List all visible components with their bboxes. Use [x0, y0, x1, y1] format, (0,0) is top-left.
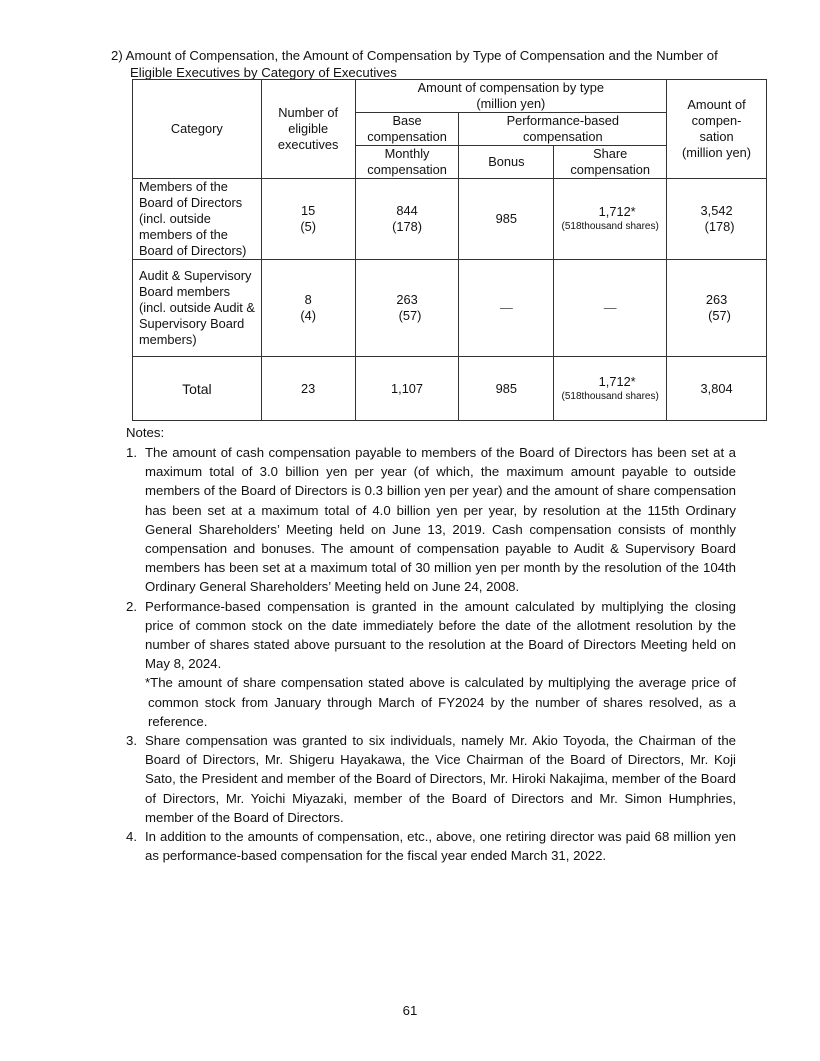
header-monthly: Monthly compensation: [355, 146, 459, 179]
compensation-table: [132, 79, 767, 421]
header-share: Share compensation: [554, 146, 667, 179]
header-total-amount-title: Amount of compen-sation: [687, 97, 746, 144]
row-bonus: —: [459, 260, 554, 357]
total-share-value: 1,712*: [598, 373, 636, 389]
row-monthly-value: 844: [396, 203, 418, 218]
row-monthly: [355, 260, 459, 357]
note-text: Share compensation was granted to six individuals, namely Mr. Akio Toyoda, the Chairman of the Board of Directors, Mr. Shigeru Hayakawa, the Vice Chairman of the Board of Directors, Mr. Koji Sato, the President and member of the Board of Directors, Mr. Hiroki Nakajima, member of the Board of Directors, Mr. Yoichi Miyazaki, member of the Board of Directors and Mr. Simon Humphries, member of the Board of Directors.: [145, 733, 736, 825]
row-share: —: [554, 260, 667, 357]
row-total: [667, 260, 767, 357]
row-total-value: 263: [705, 292, 728, 307]
section-heading-line2: Eligible Executives by Category of Executives: [130, 65, 397, 80]
row-monthly-outside: (57): [398, 308, 422, 323]
row-total: [667, 179, 767, 260]
row-total-outside: (57): [708, 308, 731, 323]
total-eligible: 23: [261, 357, 355, 421]
note-text: Performance-based compensation is granted in the amount calculated by multiplying the closing price of common stock on the date immediately before the date of the allotment resolution by the number of shares stated above pursuant to the resolution at the Board of Directors Meeting held on May 8, 2024.: [145, 598, 736, 672]
table-total-row: [133, 357, 767, 421]
row-eligible: [261, 260, 355, 357]
section-heading-line1: 2) Amount of Compensation, the Amount of Compensation by Type of Compensation and the Number of: [111, 48, 718, 63]
total-amount: 3,804: [667, 357, 767, 421]
row-share-note: (518thousand shares): [561, 221, 659, 232]
note-sub-text: *The amount of share compensation stated above is calculated by multiplying the average price of common stock from January through March of FY2024 by the number of shares resolved, as a reference.: [145, 675, 736, 729]
row-eligible-value: 8: [304, 292, 312, 307]
note-text: In addition to the amounts of compensation, etc., above, one retiring director was paid 68 million yen as performance-based compensation for the fiscal year ended March 31, 2022.: [145, 829, 736, 864]
total-bonus: 985: [459, 357, 554, 421]
header-performance: [459, 113, 667, 146]
note-item: [126, 731, 736, 827]
row-monthly-outside: (178): [392, 219, 422, 234]
section-heading: [111, 47, 771, 81]
row-total-value: 3,542: [700, 203, 733, 218]
note-text: The amount of cash compensation payable to members of the Board of Directors has been set at a maximum total of 3.0 billion yen per year (of which, the maximum amount payable to outside members of the Board of Directors is 0.3 billion yen per year) and the amount of share compensation has been set at a maximum total of 4.0 billion yen per year, by resolution at the 115th Ordinary General Shareholders’ Meeting held on June 13, 2019. Cash compensation consists of monthly compensation and bonuses. The amount of compensation payable to Audit & Supervisory Board members has been set at a maximum total of 30 million yen per month by the resolution of the 104th Ordinary General Shareholders’ Meeting held on June 24, 2008.: [145, 445, 736, 595]
row-category: Audit & Supervisory Board members (incl. outside Audit & Supervisory Board members): [133, 260, 262, 357]
row-eligible: [261, 179, 355, 260]
header-base: Base compensation: [355, 113, 459, 146]
row-share: [554, 179, 667, 260]
row-eligible-outside: (5): [300, 219, 316, 234]
notes-list: [126, 443, 736, 865]
row-eligible-value: 15: [301, 203, 316, 218]
total-label: Total: [133, 357, 262, 421]
row-bonus: 985: [459, 179, 554, 260]
note-number: 4.: [126, 829, 137, 845]
total-share: [554, 357, 667, 421]
table-row: [133, 260, 767, 357]
header-total-amount: [667, 80, 767, 179]
note-item: [126, 443, 736, 597]
note-number: 1.: [126, 445, 137, 460]
header-by-type-title: Amount of compensation by type: [417, 80, 605, 95]
row-total-outside: (178): [704, 219, 735, 234]
note-item: [126, 597, 736, 674]
row-monthly: [355, 179, 459, 260]
header-by-type-unit: (million yen): [476, 96, 546, 111]
row-category: Members of the Board of Directors (incl. outside members of the Board of Directors): [133, 179, 262, 260]
row-eligible-outside: (4): [300, 308, 316, 323]
header-bonus: Bonus: [459, 146, 554, 179]
header-total-amount-unit: (million yen): [682, 145, 752, 160]
page-number: 61: [402, 1003, 418, 1018]
header-eligible: Number of eligible executives: [261, 80, 355, 179]
header-performance-label: Performance-based compensation: [506, 113, 619, 144]
note-item: [126, 827, 736, 865]
table-row: [133, 179, 767, 260]
header-category: Category: [133, 80, 262, 179]
note-number: 3.: [126, 733, 137, 749]
notes-label: Notes:: [126, 425, 165, 440]
total-monthly: 1,107: [355, 357, 459, 421]
note-number: 2.: [126, 598, 137, 614]
row-monthly-value: 263: [396, 292, 418, 307]
header-by-type: [355, 80, 667, 113]
row-share-value: 1,712*: [598, 204, 636, 219]
total-share-note: (518thousand shares): [561, 390, 659, 402]
